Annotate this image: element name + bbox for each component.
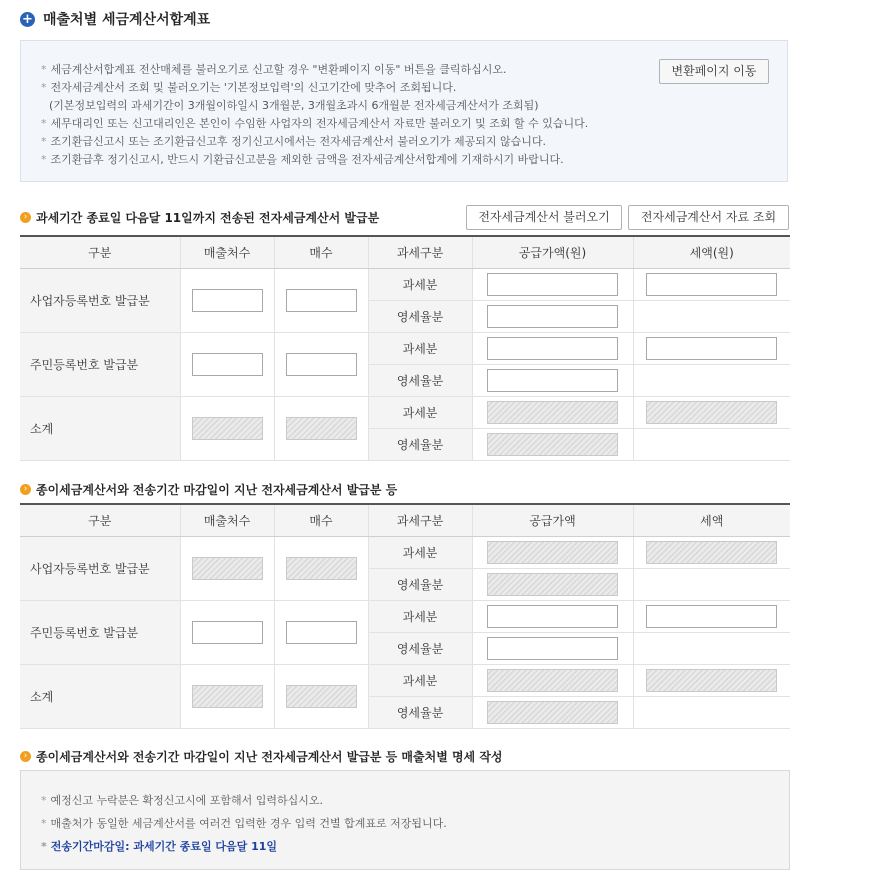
notice-box [20,40,788,182]
section3-title: 종이세금계산서와 전송기간 마감일이 지난 전자세금계산서 발급분 등 매출처별 명세 작성 [36,749,503,764]
cell [180,537,274,601]
cell [633,269,790,301]
table-row [20,333,790,365]
tax-type-label: 영세율분 [368,569,472,601]
customer-count-input[interactable] [192,289,263,312]
cell [633,665,790,697]
section2-table [20,503,790,729]
customer-count-input[interactable] [192,353,263,376]
tax-amount-readonly [646,669,777,692]
col-header: 매수 [274,504,368,537]
tax-amount-input[interactable] [646,273,777,296]
tax-type-label: 영세율분 [368,301,472,333]
cell [472,569,633,601]
cell [472,633,633,665]
table-row [20,601,790,633]
query-einvoice-button[interactable]: 전자세금계산서 자료 조회 [628,205,789,230]
chevron-circle-icon: › [20,484,31,495]
detail-notice-item: * 예정신고 누락분은 확정신고시에 포함해서 입력하십시오. [41,794,324,807]
notice-item: * 세무대리인 또는 신고대리인은 본인이 수임한 사업자의 전자세금계산서 자료만 불러오기 및 조회 할 수 있습니다. [41,117,589,130]
supply-amount-readonly [487,669,618,692]
cell [274,537,368,601]
col-header: 세액 [633,504,790,537]
customer-count-readonly [192,417,263,440]
col-header: 매수 [274,236,368,269]
notice-item: * 조기환급후 정기신고시, 반드시 기환급신고분을 제외한 금액을 전자세금계산서합계에 기재하시기 바랍니다. [41,153,564,166]
tax-type-label: 과세분 [368,269,472,301]
cell [472,537,633,569]
supply-amount-input[interactable] [487,337,618,360]
cell [633,537,790,569]
detail-notice-list [41,789,447,858]
cell [274,665,368,729]
cell [472,697,633,729]
row-label: 사업자등록번호 발급분 [20,537,180,601]
tax-type-label: 영세율분 [368,633,472,665]
cell [472,301,633,333]
invoice-count-readonly [286,417,357,440]
section2-header [20,479,397,499]
supply-amount-readonly [487,701,618,724]
cell [633,333,790,365]
detail-notice-item: * 매출처가 동일한 세금계산서를 여러건 입력한 경우 입력 건별 합계표로 저장됩니다. [41,817,447,830]
tax-type-label: 영세율분 [368,429,472,461]
tax-type-label: 과세분 [368,665,472,697]
customer-count-input[interactable] [192,621,263,644]
cell [472,601,633,633]
supply-amount-input[interactable] [487,369,618,392]
section1-header [20,207,379,227]
supply-amount-input[interactable] [487,605,618,628]
cell [472,333,633,365]
cell [633,429,790,461]
col-header: 공급가액 [472,504,633,537]
section3-header [20,746,503,766]
invoice-count-input[interactable] [286,289,357,312]
section1-table [20,235,790,461]
col-header: 매출처수 [180,236,274,269]
load-einvoice-button[interactable]: 전자세금계산서 불러오기 [466,205,622,230]
convert-page-button[interactable]: 변환페이지 이동 [659,59,769,84]
cell [180,333,274,397]
cell [633,633,790,665]
cell [180,397,274,461]
customer-count-readonly [192,557,263,580]
chevron-circle-icon: › [20,751,31,762]
col-header: 세액(원) [633,236,790,269]
cell [633,365,790,397]
chevron-circle-icon: › [20,212,31,223]
notice-list [41,61,588,169]
page-title: 매출처별 세금계산서합계표 [43,12,211,28]
notice-item: * 전자세금계산서 조회 및 불러오기는 '기본정보입력'의 신고기간에 맞추어 조회됩니다. [41,81,457,94]
cell [633,601,790,633]
cell [633,301,790,333]
cell [180,269,274,333]
cell [274,269,368,333]
tax-type-label: 과세분 [368,333,472,365]
supply-amount-readonly [487,541,618,564]
supply-amount-input[interactable] [487,637,618,660]
cell [472,269,633,301]
section2-title: 종이세금계산서와 전송기간 마감일이 지난 전자세금계산서 발급분 등 [36,482,398,497]
cell [633,569,790,601]
tax-type-label: 영세율분 [368,697,472,729]
cell [472,397,633,429]
tax-amount-input[interactable] [646,337,777,360]
table-row [20,397,790,429]
cell [472,429,633,461]
row-label: 소계 [20,397,180,461]
page-header [20,9,210,29]
cell [180,601,274,665]
section1-title: 과세기간 종료일 다음달 11일까지 전송된 전자세금계산서 발급분 [36,210,380,225]
tax-amount-readonly [646,541,777,564]
invoice-count-readonly [286,557,357,580]
supply-amount-input[interactable] [487,273,618,296]
col-header: 공급가액(원) [472,236,633,269]
col-header: 과세구분 [368,504,472,537]
supply-amount-readonly [487,433,618,456]
table-row [20,537,790,569]
deadline-notice: * 전송기간마감일: 과세기간 종료일 다음달 11일 [41,840,278,853]
notice-item: * 세금계산서합계표 전산매체를 불러오기로 신고할 경우 "변환페이지 이동" 버튼을 클릭하십시오. [41,63,507,76]
invoice-count-readonly [286,685,357,708]
tax-amount-readonly [646,401,777,424]
row-label: 주민등록번호 발급분 [20,601,180,665]
cell [274,397,368,461]
cell [180,665,274,729]
supply-amount-readonly [487,401,618,424]
invoice-count-input[interactable] [286,621,357,644]
tax-amount-input[interactable] [646,605,777,628]
tax-type-label: 과세분 [368,537,472,569]
table-row [20,665,790,697]
tax-type-label: 영세율분 [368,365,472,397]
row-label: 사업자등록번호 발급분 [20,269,180,333]
plus-circle-icon: + [20,12,35,27]
cell [472,365,633,397]
tax-type-label: 과세분 [368,397,472,429]
supply-amount-input[interactable] [487,305,618,328]
table-header-row [20,504,790,537]
invoice-count-input[interactable] [286,353,357,376]
col-header: 구분 [20,236,180,269]
notice-item: * 조기환급신고시 또는 조기환급신고후 정기신고시에서는 전자세금계산서 불러오기가 제공되지 않습니다. [41,135,547,148]
customer-count-readonly [192,685,263,708]
row-label: 주민등록번호 발급분 [20,333,180,397]
row-label: 소계 [20,665,180,729]
table-header-row [20,236,790,269]
table-row [20,269,790,301]
col-header: 과세구분 [368,236,472,269]
col-header: 매출처수 [180,504,274,537]
cell [633,397,790,429]
col-header: 구분 [20,504,180,537]
cell [633,697,790,729]
cell [472,665,633,697]
cell [274,601,368,665]
supply-amount-readonly [487,573,618,596]
detail-notice-box [20,770,790,870]
notice-item: (기본정보입력의 과세기간이 3개월이하일시 3개월분, 3개월초과시 6개월분 전자세금계산서가 조회됨) [49,99,539,112]
cell [274,333,368,397]
tax-type-label: 과세분 [368,601,472,633]
